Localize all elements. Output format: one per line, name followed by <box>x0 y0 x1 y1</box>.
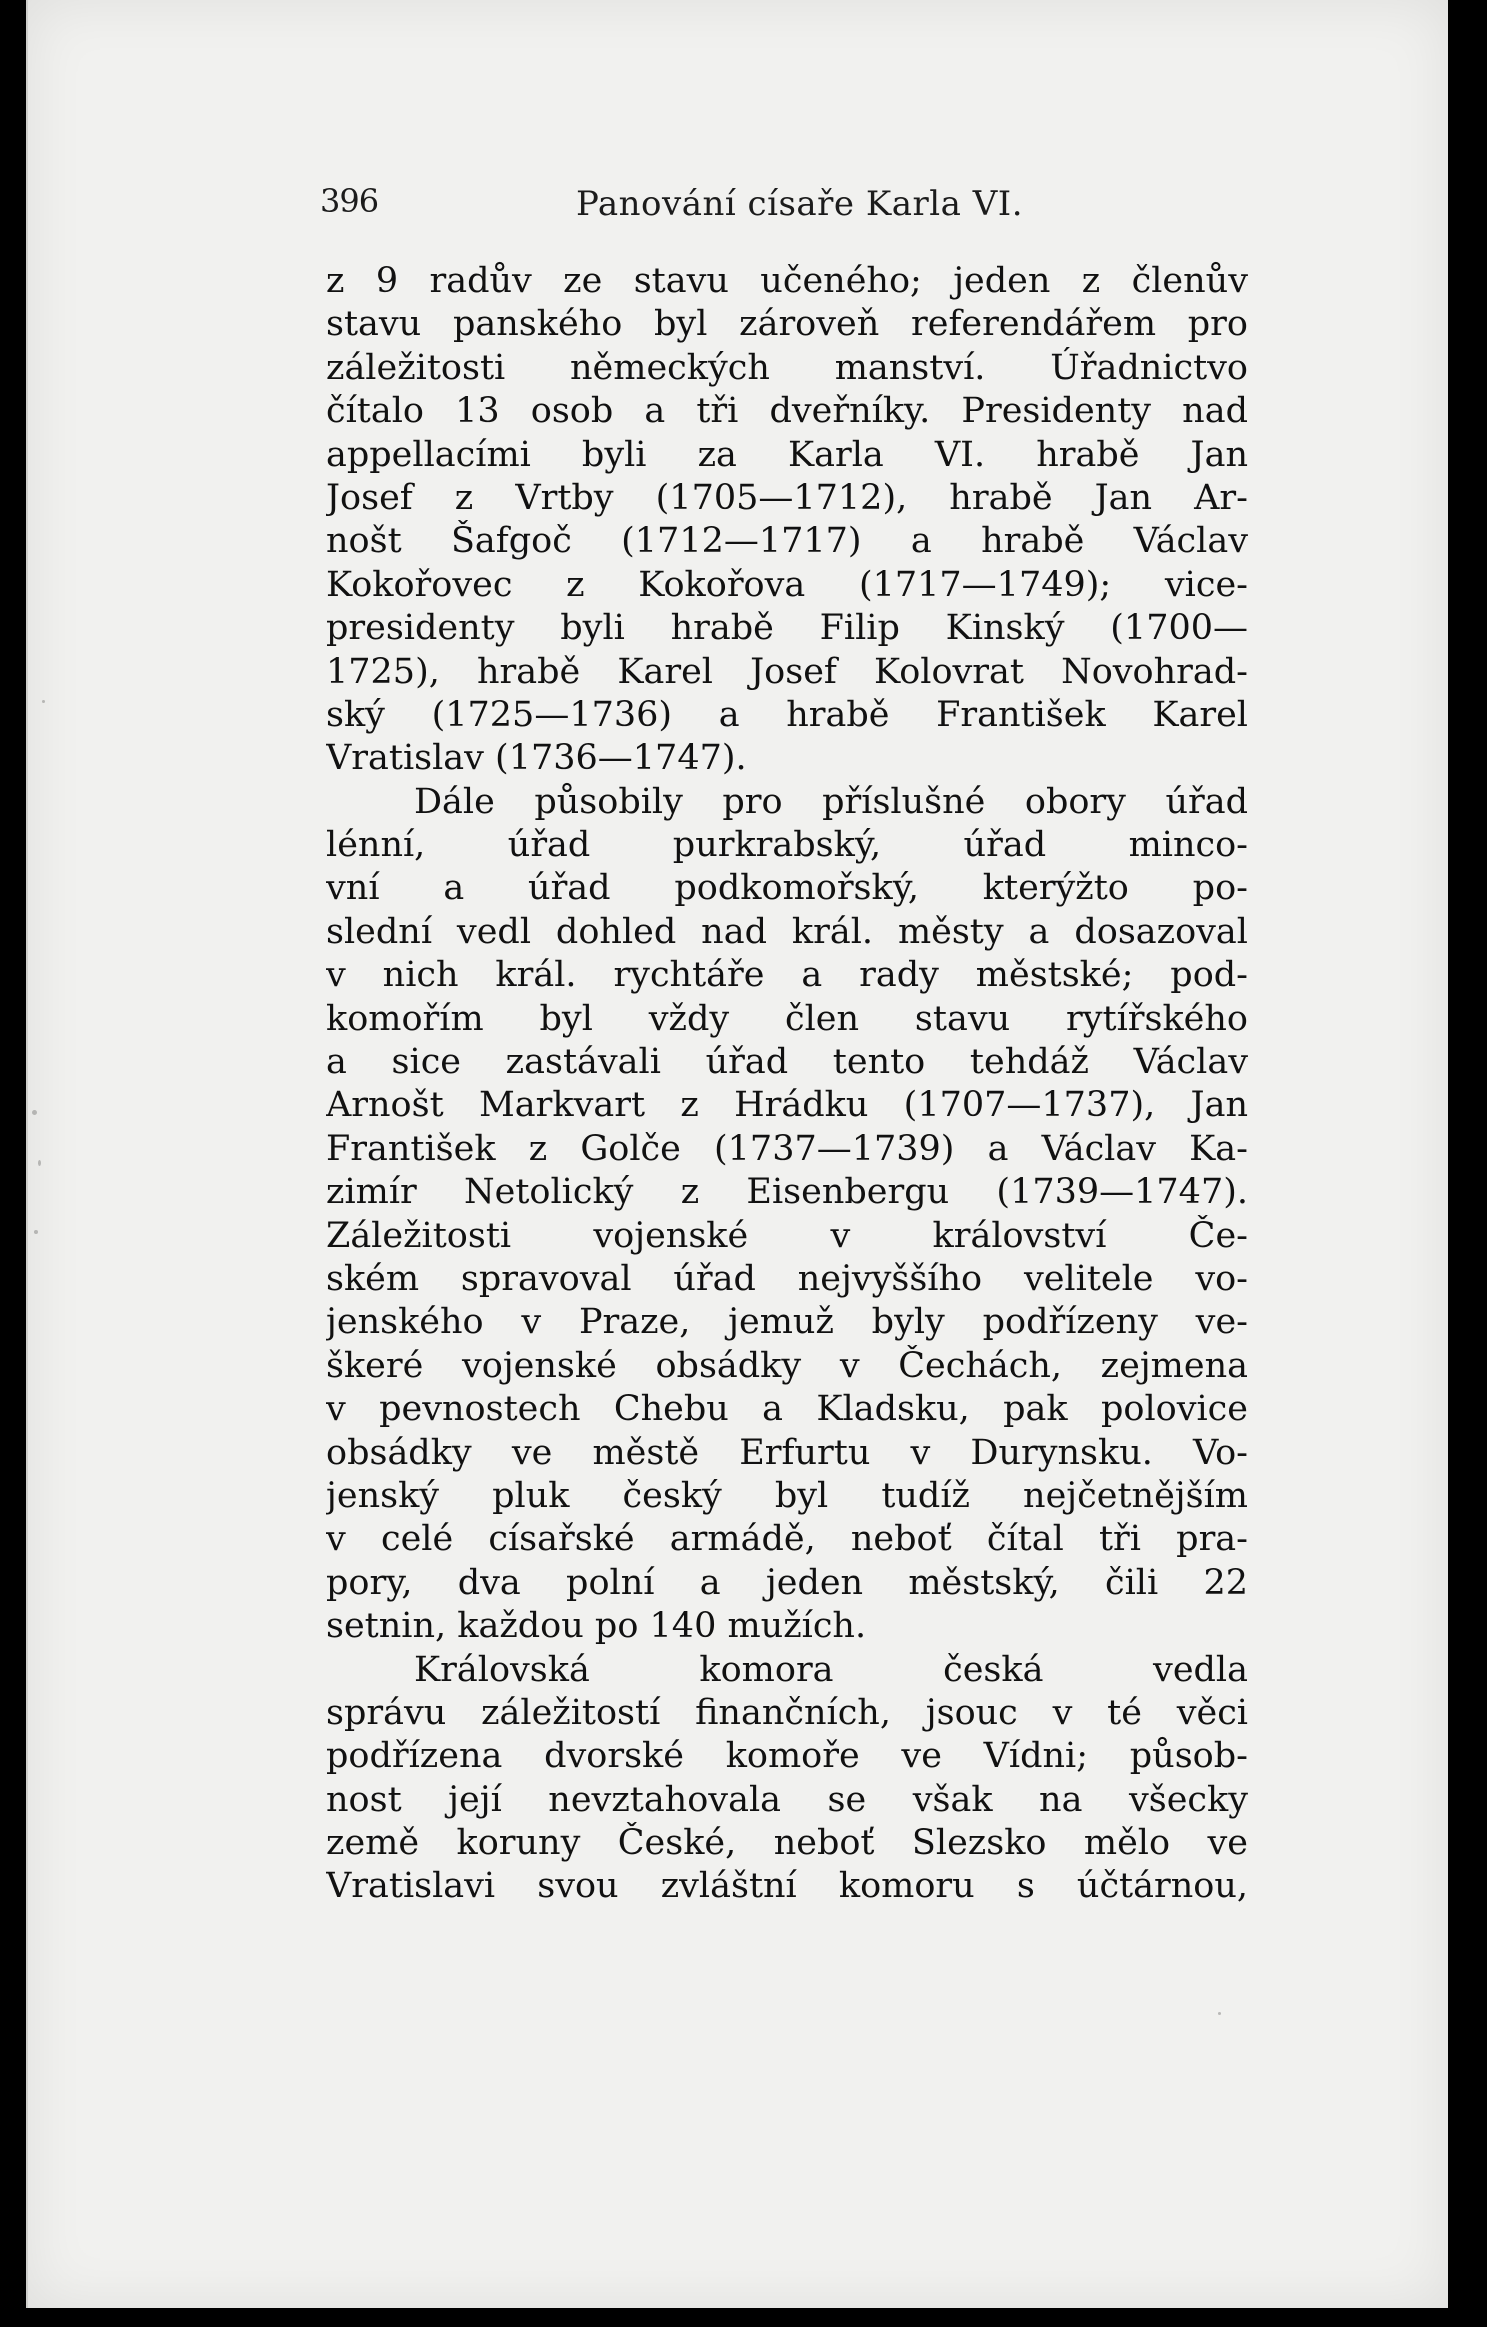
scan-speck <box>32 1110 37 1115</box>
scan-speck <box>38 1160 41 1166</box>
text-line: zimír Netolický z Eisenbergu (1739—1747). <box>326 1172 1248 1213</box>
text-line: čítalo 13 osob a tři dveřníky. Presidenty nad <box>326 391 1248 432</box>
scanned-page <box>26 0 1448 2308</box>
text-line: stavu panského byl zároveň referendářem pro <box>326 304 1248 345</box>
text-line: nost její nevztahovala se však na všecky <box>326 1779 1248 1820</box>
text-line: záležitosti německých manství. Úřadnictvo <box>326 347 1248 388</box>
text-line: škeré vojenské obsádky v Čechách, zejmena <box>326 1345 1248 1386</box>
text-line: Josef z Vrtby (1705—1712), hrabě Jan Ar- <box>326 477 1248 518</box>
text-line: komořím byl vždy člen stavu rytířského <box>326 998 1248 1039</box>
text-line: jenského v Praze, jemuž byly podřízeny ve- <box>326 1302 1248 1343</box>
text-line: Kokořovec z Kokořova (1717—1749); vice- <box>326 564 1248 605</box>
text-line: setnin, každou po 140 mužích. <box>326 1606 867 1647</box>
running-head <box>28 178 1448 228</box>
text-line: František z Golče (1737—1739) a Václav Ka- <box>326 1128 1248 1169</box>
text-line: 1725), hrabě Karel Josef Kolovrat Novohrad- <box>326 651 1248 692</box>
text-line: presidenty byli hrabě Filip Kinský (1700— <box>326 608 1248 649</box>
text-line: Královská komora česká vedla <box>414 1649 1248 1690</box>
body-text <box>326 260 1248 1909</box>
text-line: podřízena dvorské komoře ve Vídni; působ- <box>326 1736 1248 1777</box>
scan-speck <box>1218 2012 1221 2015</box>
scan-speck <box>42 700 45 703</box>
text-line: Záležitosti vojenské v království Če- <box>326 1215 1248 1256</box>
text-line: z 9 radův ze stavu učeného; jeden z členův <box>326 261 1248 301</box>
text-line: Vratislavi svou zvláštní komoru s účtárnou, <box>326 1866 1248 1907</box>
text-line: slední vedl dohled nad král. městy a dosazoval <box>326 911 1248 952</box>
text-line: ském spravoval úřad nejvyššího velitele vo- <box>326 1258 1248 1299</box>
text-line: správu záležitostí finančních, jsouc v té věci <box>326 1692 1248 1733</box>
running-title: Panování císaře Karla VI. <box>576 184 1024 224</box>
text-line: a sice zastávali úřad tento tehdáž Václav <box>326 1042 1248 1083</box>
text-line: v celé císařské armádě, neboť čítal tři pra- <box>326 1519 1248 1560</box>
text-line: nošt Šafgoč (1712—1717) a hrabě Václav <box>326 521 1248 562</box>
text-line: v pevnostech Chebu a Kladsku, pak polovice <box>326 1389 1248 1430</box>
text-line: obsádky ve městě Erfurtu v Durynsku. Vo- <box>326 1432 1248 1473</box>
text-line: appellacími byli za Karla VI. hrabě Jan <box>326 434 1248 475</box>
scan-speck <box>34 1230 38 1234</box>
page-number: 396 <box>320 182 379 220</box>
text-line: pory, dva polní a jeden městský, čili 22 <box>326 1562 1248 1603</box>
text-line: Vratislav (1736—1747). <box>326 738 747 779</box>
text-line: lénní, úřad purkrabský, úřad minco- <box>326 825 1248 866</box>
text-line: Arnošt Markvart z Hrádku (1707—1737), Jan <box>326 1085 1248 1126</box>
text-line: v nich král. rychtáře a rady městské; pod- <box>326 955 1248 996</box>
text-line: ský (1725—1736) a hrabě František Karel <box>326 694 1248 735</box>
text-line: země koruny České, neboť Slezsko mělo ve <box>326 1823 1248 1864</box>
text-line: jenský pluk český byl tudíž nejčetnějším <box>326 1475 1248 1516</box>
text-line: vní a úřad podkomořský, kterýžto po- <box>326 868 1248 909</box>
text-line: Dále působily pro příslušné obory úřad <box>414 781 1248 822</box>
